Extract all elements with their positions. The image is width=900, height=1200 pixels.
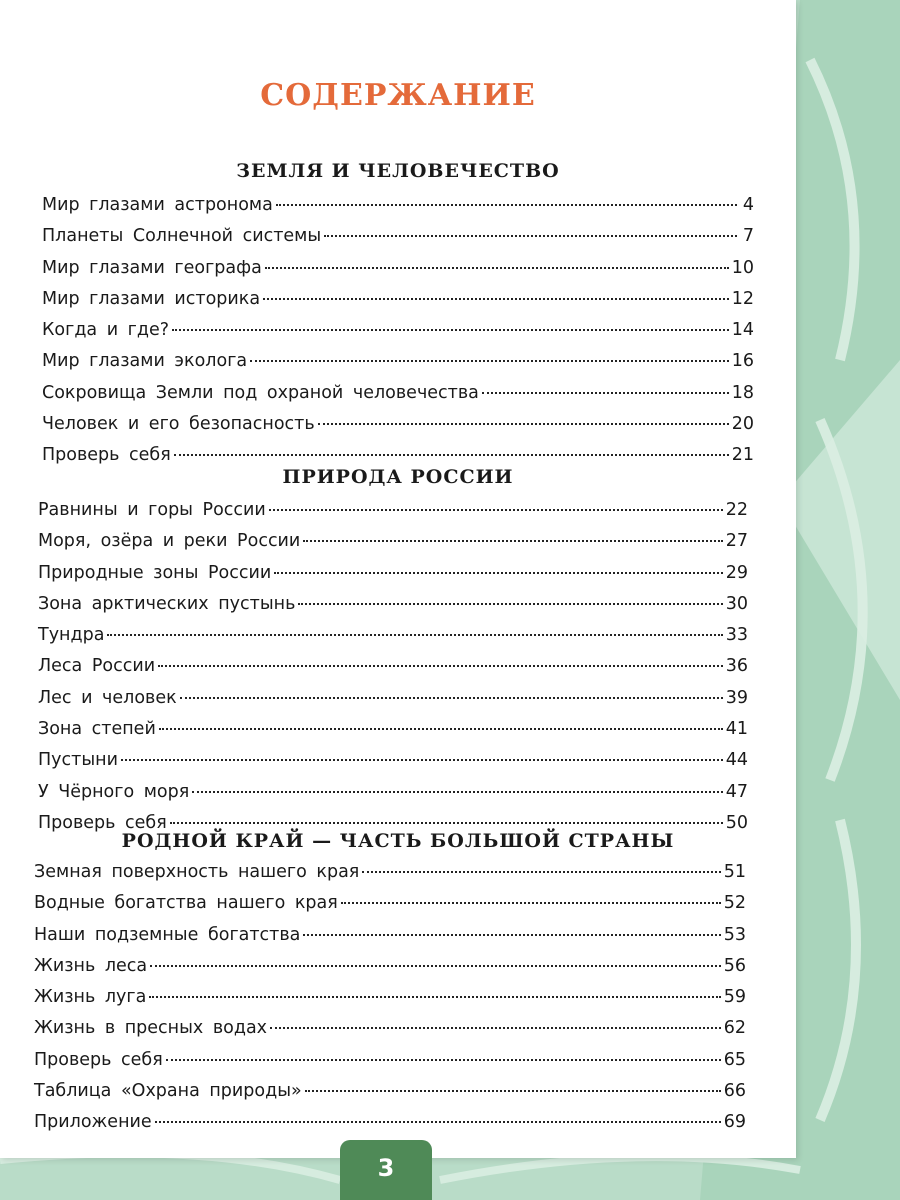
toc-item[interactable]: Моря, озёра и реки России 27	[38, 531, 748, 552]
toc-item[interactable]: Проверь себя 21	[42, 445, 754, 466]
toc-item[interactable]: Приложение 69	[34, 1112, 746, 1133]
toc-item[interactable]: Мир глазами географа 10	[42, 257, 754, 278]
section-title-earth: ЗЕМЛЯ И ЧЕЛОВЕЧЕСТВО	[236, 160, 560, 182]
toc-item[interactable]: Тундра 33	[38, 625, 748, 646]
toc-item[interactable]: Когда и где? 14	[42, 320, 754, 341]
toc-item[interactable]: Жизнь луга 59	[34, 987, 746, 1008]
section-title-home-region: РОДНОЙ КРАЙ — ЧАСТЬ БОЛЬШОЙ СТРАНЫ	[121, 830, 675, 852]
page-number: 3	[377, 1154, 395, 1182]
page-number-badge	[340, 1140, 432, 1200]
toc-item[interactable]: Равнины и горы России 22	[38, 500, 748, 520]
toc-list-russia	[38, 500, 748, 844]
toc-item[interactable]: Леса России 36	[38, 656, 748, 677]
toc-item[interactable]: У Чёрного моря 47	[38, 781, 748, 802]
toc-item[interactable]: Планеты Солнечной системы 7	[42, 226, 754, 247]
toc-item[interactable]: Жизнь в пресных водах 62	[34, 1018, 746, 1039]
toc-item[interactable]: Земная поверхность нашего края 51	[34, 862, 746, 882]
toc-item[interactable]: Водные богатства нашего края 52	[34, 893, 746, 914]
toc-item[interactable]: Лес и человек 39	[38, 687, 748, 708]
toc-item[interactable]: Мир глазами эколога 16	[42, 351, 754, 372]
toc-item[interactable]: Сокровища Земли под охраной человечества 18	[42, 382, 754, 403]
toc-item[interactable]: Проверь себя 65	[34, 1049, 746, 1070]
toc-item[interactable]: Человек и его безопасность 20	[42, 414, 754, 435]
toc-item[interactable]: Зона степей 41	[38, 719, 748, 740]
toc-item[interactable]: Проверь себя 50	[38, 812, 748, 833]
toc-item[interactable]: Мир глазами историка 12	[42, 288, 754, 309]
section-title-russia: ПРИРОДА РОССИИ	[282, 466, 514, 488]
toc-list-earth	[42, 195, 754, 477]
toc-item[interactable]: Мир глазами астронома 4	[42, 195, 754, 215]
toc-list-home-region	[34, 862, 746, 1144]
page-title: СОДЕРЖАНИЕ	[260, 78, 536, 113]
toc-item[interactable]: Жизнь леса 56	[34, 955, 746, 976]
toc-item[interactable]: Пустыни 44	[38, 750, 748, 771]
toc-item[interactable]: Таблица «Охрана природы» 66	[34, 1081, 746, 1102]
toc-item[interactable]: Природные зоны России 29	[38, 562, 748, 583]
toc-item[interactable]: Зона арктических пустынь 30	[38, 593, 748, 614]
toc-item[interactable]: Наши подземные богатства 53	[34, 924, 746, 945]
